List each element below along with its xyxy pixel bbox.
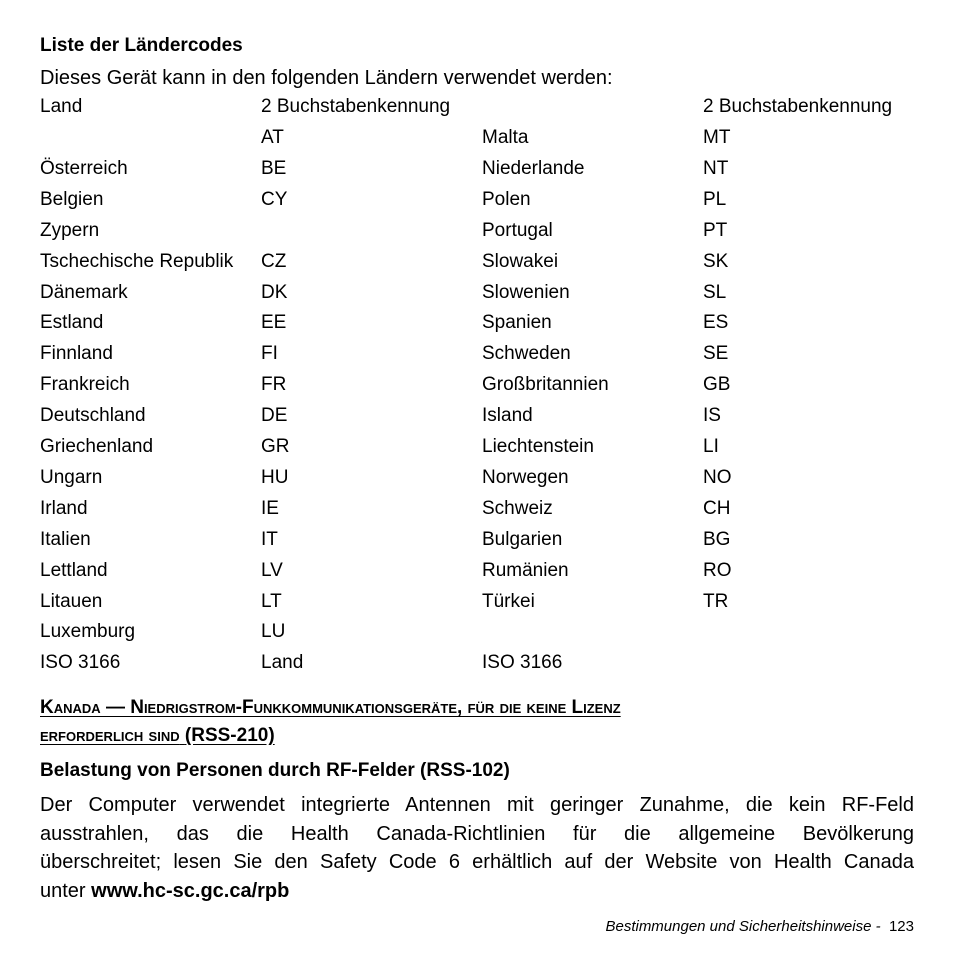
page-number: 123 [888,918,914,935]
country-code: SE [703,343,729,365]
canada-heading-line2 [40,725,275,747]
country-name: Italien [40,528,91,550]
country-name: Litauen [40,590,103,612]
country-code: FI [261,343,278,365]
country-name: Irland [40,497,88,519]
country-name: Liechtenstein [482,436,594,457]
country-name: Slowakei [482,250,559,272]
country-name: Rumänien [482,559,569,581]
country-code: ES [703,312,729,334]
country-name: Zypern [40,219,100,241]
country-name: Lettland [40,559,108,581]
intro-text: Dieses Gerät kann in den folgenden Ländern verwendet werden: [40,67,613,89]
country-name: Finnland [40,343,113,365]
table-header: Land [40,96,83,117]
country-name: Norwegen [482,466,569,488]
country-code: HU [261,466,289,488]
health-canada-link[interactable]: www.hc-sc.gc.ca/rpb [91,879,290,902]
country-code: NO [703,466,732,488]
country-code: IE [261,497,279,519]
country-code: SK [703,250,729,272]
country-name: Malta [482,127,529,148]
country-code: BE [261,157,287,179]
country-code: TR [703,590,729,612]
table-header: 2 Buchstabenkennung [261,96,451,117]
country-code: CY [261,188,288,210]
country-code: AT [261,127,284,148]
country-name: Österreich [40,157,128,179]
country-name: Frankreich [40,374,130,396]
country-code: Land [261,652,304,674]
paragraph-line: Der Computer verwendet integrierte Antennen mit geringer Zunahme, die kein RF-Feld [40,794,914,816]
country-name: Ungarn [40,466,103,488]
page-footer [605,918,914,935]
canada-heading-line1: Kanada — Niedrigstrom-Funkkommunikationsgeräte, für die keine Lizenz [40,697,621,718]
canada-heading-code: (RSS-210) [184,725,275,746]
country-code: DE [261,405,288,427]
rf-paragraph [40,791,914,905]
country-code: BG [703,528,731,550]
section-title: Liste der Ländercodes [40,35,243,56]
country-name: Schweden [482,343,571,365]
rf-subheading: Belastung von Personen durch RF-Felder (RSS-102) [40,760,510,781]
country-code: LU [261,621,286,643]
country-code: IT [261,528,278,550]
country-name: Portugal [482,219,553,241]
country-code: CZ [261,250,287,272]
country-name: Slowenien [482,281,570,303]
country-code: PL [703,188,727,210]
paragraph-last-line: unter www.hc-sc.gc.ca/rpb [40,879,290,902]
country-code: IS [703,405,721,427]
paragraph-line: überschreitet; lesen Sie den Safety Code 6 erhältlich auf der Website von Health Canada [40,851,914,873]
country-name: Island [482,405,533,427]
country-name: Griechenland [40,436,154,457]
country-name: Tschechische Republik [40,250,234,272]
paragraph-line: ausstrahlen, das die Health Canada-Richtlinien für die allgemeine Bevölkerung [40,822,914,845]
country-code: RO [703,559,732,581]
footer-title: Bestimmungen und Sicherheitshinweise - [605,918,881,935]
country-code: LT [261,590,282,612]
country-name: Dänemark [40,281,128,303]
table-header: 2 Buchstabenkennung [703,96,893,117]
country-code: DK [261,281,288,303]
country-name: Türkei [482,590,535,612]
country-name: Spanien [482,312,552,334]
country-code: GB [703,374,731,396]
country-name: Belgien [40,188,104,210]
country-code: EE [261,312,287,334]
country-code: FR [261,374,287,396]
country-name: Niederlande [482,157,585,179]
country-code: CH [703,497,731,519]
canada-heading-caps: erforderlich sind [40,725,180,746]
country-name: ISO 3166 [40,652,121,674]
country-code: SL [703,281,727,303]
country-code: MT [703,127,731,148]
country-name: Polen [482,188,531,210]
country-name: Bulgarien [482,528,563,550]
country-code: PT [703,219,728,241]
country-name: Estland [40,312,104,334]
country-name: Schweiz [482,497,553,519]
country-code: LV [261,559,283,581]
country-name: ISO 3166 [482,652,563,674]
country-name: Großbritannien [482,374,609,396]
country-code: GR [261,436,290,457]
country-name: Luxemburg [40,621,136,643]
country-name: Deutschland [40,405,146,427]
country-code: NT [703,157,729,179]
country-code: LI [703,436,719,457]
